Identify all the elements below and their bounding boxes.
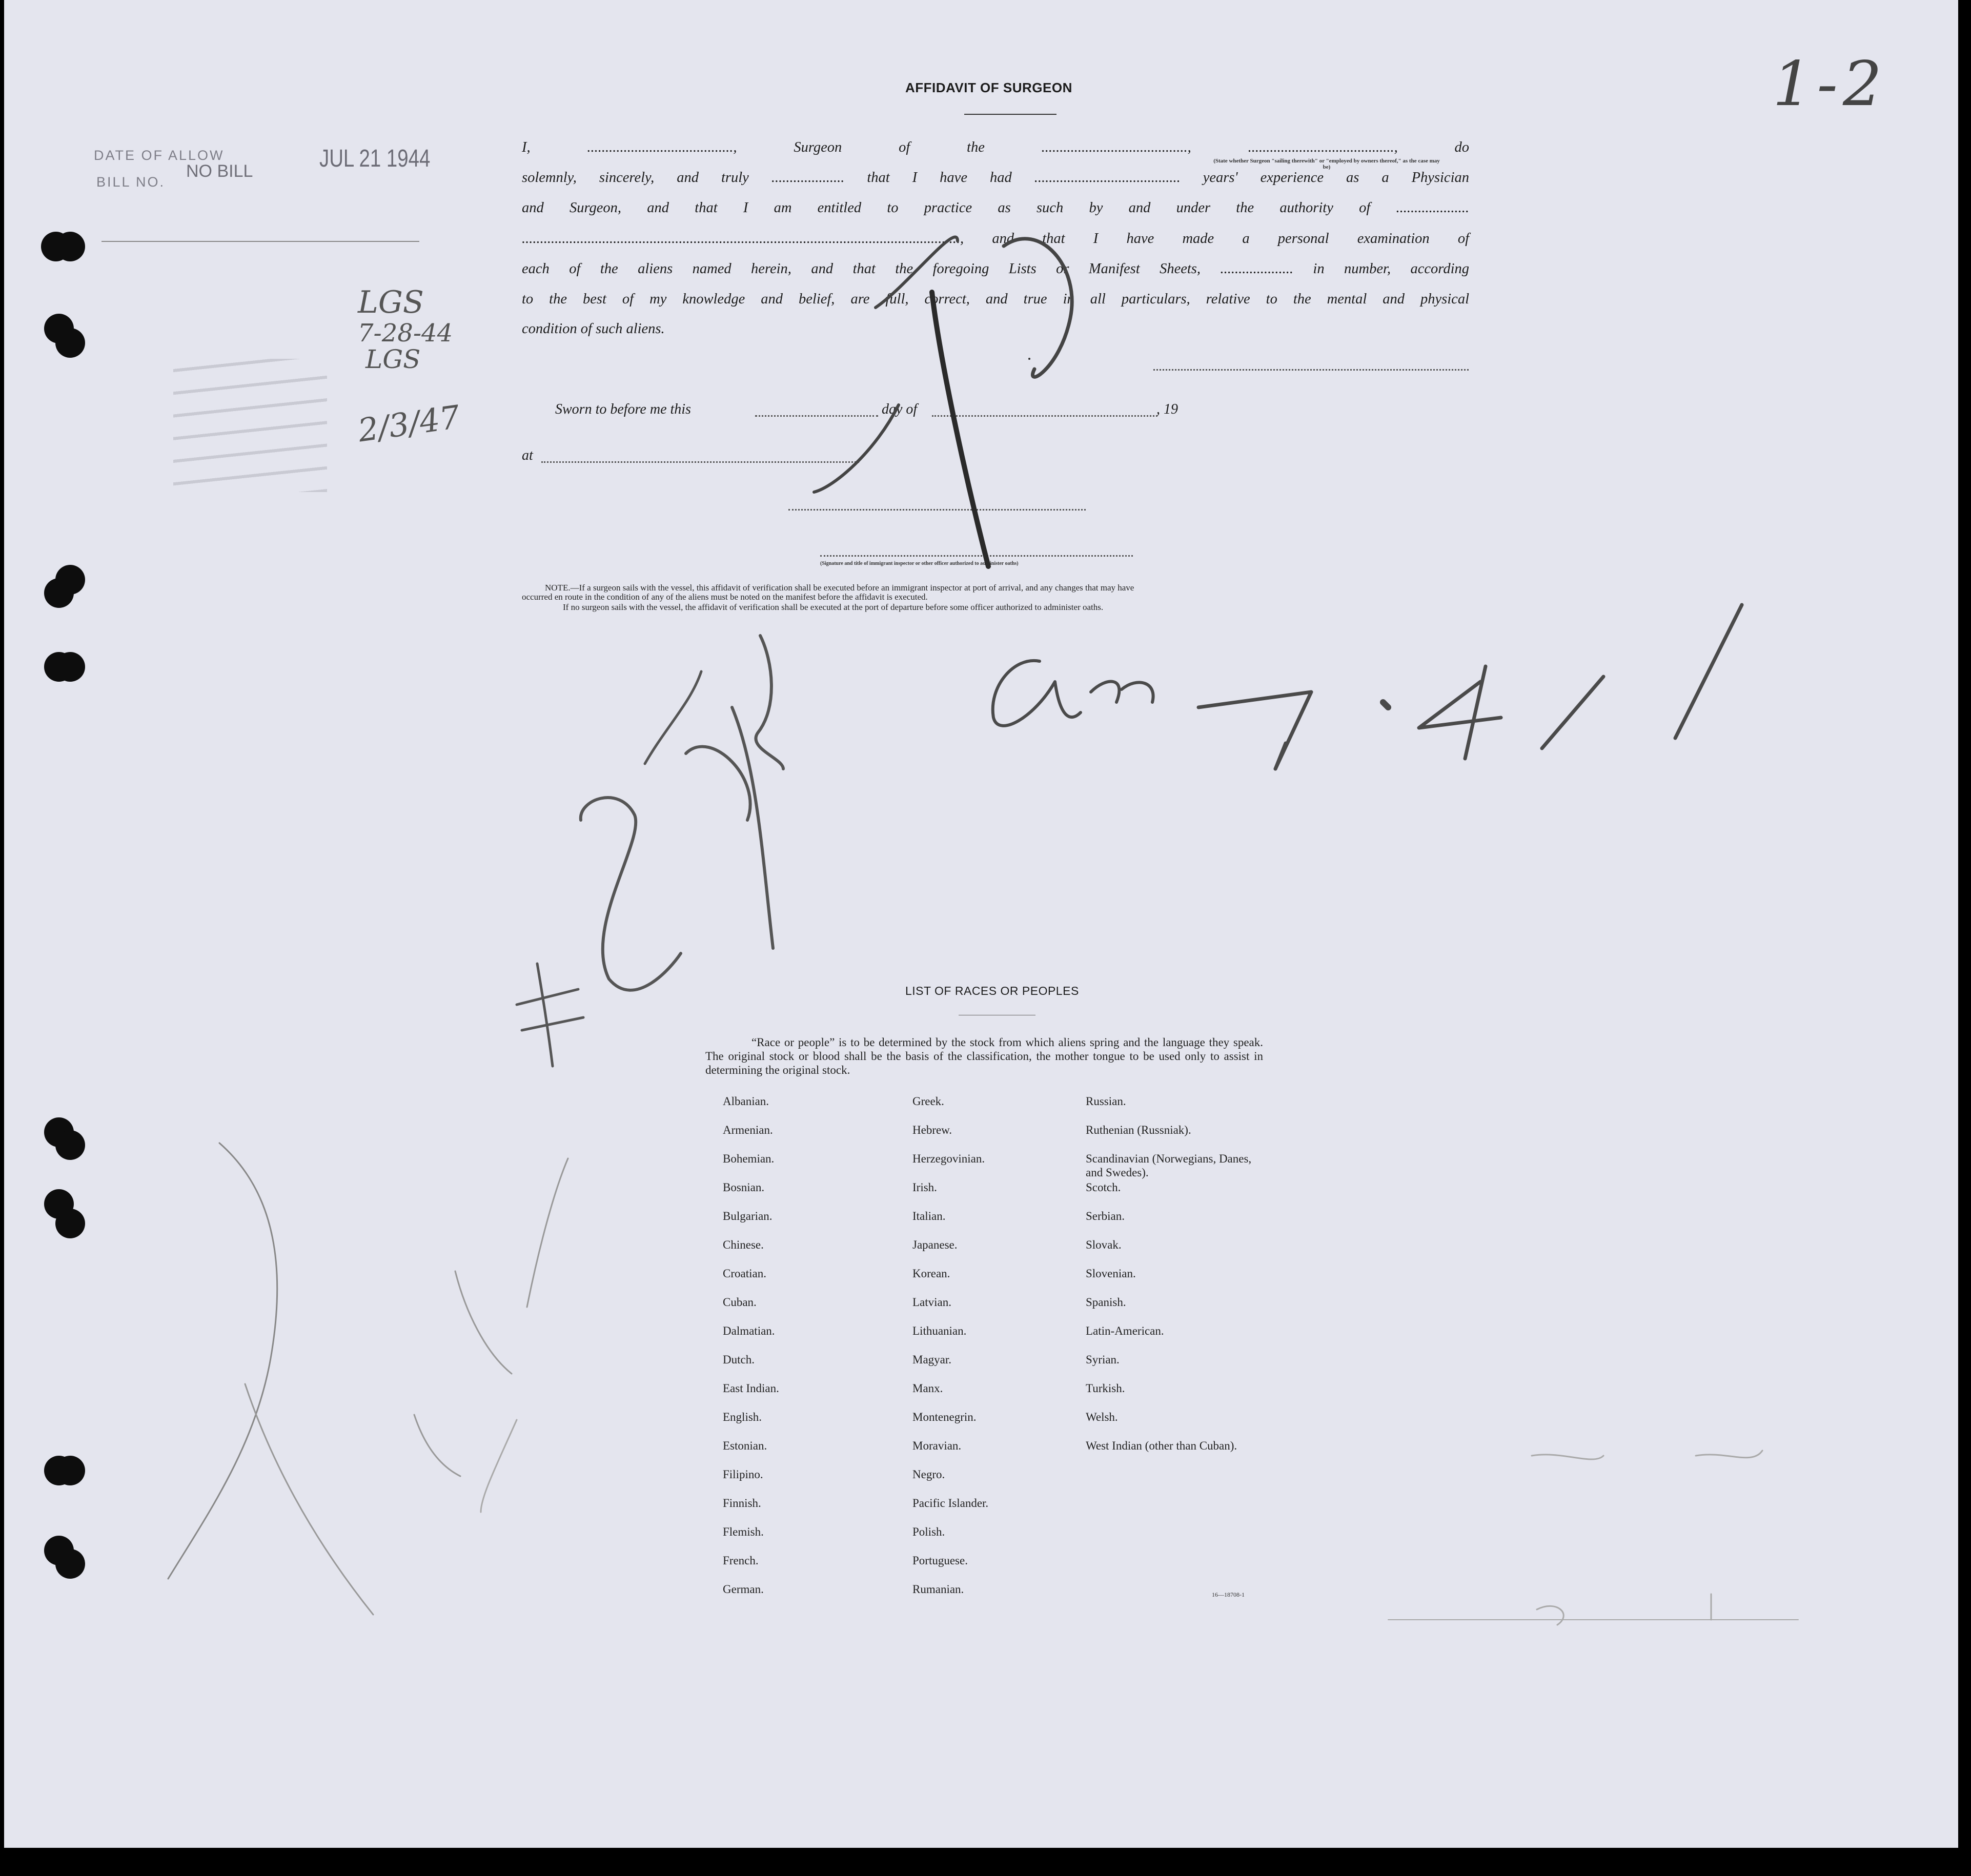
race-item: East Indian. xyxy=(723,1382,779,1395)
handwriting-stroke xyxy=(1537,1594,1711,1625)
day-of-label: day of xyxy=(882,401,918,417)
surgeon-signature-line xyxy=(1153,369,1469,371)
race-item: Polish. xyxy=(912,1525,945,1538)
affidavit-line-7: condition of such aliens. xyxy=(522,321,665,337)
race-item: Slovenian. xyxy=(1086,1267,1136,1280)
affidavit-line-2: solemnly, sincerely, and truly .................... that I have had ........................................ years' experience as a Physician xyxy=(522,170,1469,186)
at-label: at xyxy=(522,447,533,463)
affidavit-line-1: I, ........................................, Surgeon of the ........................................, ........................................, do xyxy=(522,139,1469,155)
handwriting-stroke xyxy=(732,707,773,948)
race-item: Herzegovinian. xyxy=(912,1152,985,1165)
binder-hole xyxy=(55,1209,85,1238)
race-item: Latin-American. xyxy=(1086,1324,1164,1337)
race-item: Dutch. xyxy=(723,1353,755,1366)
handwriting-stroke xyxy=(245,1384,373,1615)
binder-hole xyxy=(55,1130,85,1160)
race-item: Korean. xyxy=(912,1267,950,1280)
race-item: Bosnian. xyxy=(723,1181,765,1194)
race-item: Negro. xyxy=(912,1468,945,1481)
race-item: Syrian. xyxy=(1086,1353,1120,1366)
sworn-month-line xyxy=(932,415,1157,417)
races-intro: “Race or people” is to be determined by the stock from which aliens spring and the language they speak. The original stock or blood shall be the basis of the classification, the mother tongue to be used only to assist in determining the original stock. xyxy=(705,1036,1263,1076)
title-underline xyxy=(964,114,1056,115)
race-item: Serbian. xyxy=(1086,1210,1125,1222)
stamp-date-label: DATE OF ALLOW xyxy=(94,148,225,163)
stamp-rule xyxy=(101,241,419,242)
stamp-faded-block xyxy=(173,359,327,492)
race-item: Latvian. xyxy=(912,1296,951,1309)
page-mark: 1-2 xyxy=(1773,49,1887,120)
stamp-no-bill: NO BILL xyxy=(186,161,253,181)
at-place-line xyxy=(541,461,859,463)
race-item: English. xyxy=(723,1411,762,1423)
race-item: Ruthenian (Russniak). xyxy=(1086,1124,1191,1136)
race-item: Rumanian. xyxy=(912,1583,964,1596)
stamp-date-2: 7-28-44 xyxy=(358,319,453,348)
surgeon-note: (State whether Surgeon "sailing therewith" or "employed by owners thereof," as the case may be) xyxy=(1213,158,1440,170)
note-line-1: NOTE.—If a surgeon sails with the vessel, this affidavit of verification shall be executed before an immigrant inspector at port of arrival, and any changes that may have xyxy=(545,583,1134,593)
races-column-1 xyxy=(723,1094,779,1611)
handwriting-stroke xyxy=(517,989,578,1005)
race-item: Albanian. xyxy=(723,1095,769,1108)
race-item: Bohemian. xyxy=(723,1152,775,1165)
race-item: Hebrew. xyxy=(912,1124,952,1136)
race-item: Magyar. xyxy=(912,1353,952,1366)
race-item: Italian. xyxy=(912,1210,946,1222)
race-item: Flemish. xyxy=(723,1525,764,1538)
handwriting-stroke xyxy=(645,671,701,764)
handwriting-stroke xyxy=(1419,666,1501,759)
binder-hole xyxy=(55,232,85,261)
races-title: LIST OF RACES OR PEOPLES xyxy=(905,984,1079,997)
binder-hole xyxy=(55,1549,85,1579)
handwriting-stroke xyxy=(1532,1451,1762,1459)
race-item: Manx. xyxy=(912,1382,943,1395)
race-item: Turkish. xyxy=(1086,1382,1125,1395)
race-item: Dalmatian. xyxy=(723,1324,775,1337)
handwriting-stroke xyxy=(1275,743,1286,769)
stamp-initials-1: LGS xyxy=(358,284,424,320)
race-item: Armenian. xyxy=(723,1124,773,1136)
signature-caption: (Signature and title of immigrant inspector or other officer authorized to administer oaths) xyxy=(820,561,1019,566)
handwriting-stroke xyxy=(1198,692,1311,769)
handwriting-stroke xyxy=(522,1017,583,1030)
race-item: Estonian. xyxy=(723,1439,767,1452)
affidavit-line-4: ........................................................................................................................, and that I have made a personal examination of xyxy=(522,231,1469,247)
handwriting-stroke xyxy=(414,1415,460,1476)
handwriting-stroke xyxy=(481,1420,517,1512)
race-item: Pacific Islander. xyxy=(912,1497,989,1510)
binder-hole xyxy=(55,328,85,358)
document-page xyxy=(4,0,1958,1848)
race-item: Portuguese. xyxy=(912,1554,968,1567)
stamp-initials-2: LGS xyxy=(365,344,421,374)
race-item: Chinese. xyxy=(723,1238,764,1251)
affidavit-title: AFFIDAVIT OF SURGEON xyxy=(905,80,1072,95)
binder-hole xyxy=(55,1456,85,1485)
officer-line-2 xyxy=(820,555,1133,557)
races-column-2 xyxy=(912,1094,988,1611)
race-item: Welsh. xyxy=(1086,1411,1118,1423)
handwriting-stroke xyxy=(993,661,1081,726)
race-item: Slovak. xyxy=(1086,1238,1122,1251)
race-item: Spanish. xyxy=(1086,1296,1126,1309)
races-column-3 xyxy=(1086,1094,1270,1467)
binder-hole xyxy=(44,578,74,608)
race-item: Montenegrin. xyxy=(912,1411,977,1423)
handwriting-stroke xyxy=(1383,702,1388,707)
handwriting-stroke xyxy=(168,1143,277,1579)
race-item: Scandinavian (Norwegians, Danes, and Swedes). xyxy=(1086,1152,1252,1179)
handwriting-dot xyxy=(1028,358,1030,360)
binder-hole xyxy=(55,652,85,682)
race-item: Irish. xyxy=(912,1181,937,1194)
handwriting-stroke xyxy=(527,1158,568,1307)
note-line-2: occurred en route in the condition of any of the aliens must be noted on the manifest before the affidavit is executed. xyxy=(522,592,928,602)
race-item: Bulgarian. xyxy=(723,1210,773,1222)
race-item: Finnish. xyxy=(723,1497,761,1510)
affidavit-line-6: to the best of my knowledge and belief, are full, correct, and true in all particulars, relative to the mental and physical xyxy=(522,291,1469,307)
stamp-date-3: 2/3/47 xyxy=(355,398,462,450)
handwriting-stroke xyxy=(455,1271,512,1374)
race-item: Lithuanian. xyxy=(912,1324,967,1337)
race-item: Cuban. xyxy=(723,1296,757,1309)
sworn-label: Sworn to before me this xyxy=(555,401,691,417)
handwriting-stroke xyxy=(814,405,899,492)
handwriting-stroke xyxy=(1091,682,1153,702)
race-item: German. xyxy=(723,1583,764,1596)
stamp-date: JUL 21 1944 xyxy=(319,145,431,172)
handwriting-stroke xyxy=(537,964,553,1066)
handwriting-stroke xyxy=(1542,677,1603,748)
race-item: Russian. xyxy=(1086,1095,1126,1108)
race-item: Japanese. xyxy=(912,1238,958,1251)
handwriting-stroke xyxy=(581,798,681,990)
handwriting-stroke xyxy=(686,747,750,820)
handwriting-stroke xyxy=(756,636,783,769)
race-item: Filipino. xyxy=(723,1468,763,1481)
note-line-3: If no surgeon sails with the vessel, the affidavit of verification shall be executed at the port of departure before some officer authorized to administer oaths. xyxy=(563,602,1104,612)
year-prefix: , 19 xyxy=(1156,401,1178,417)
race-item: West Indian (other than Cuban). xyxy=(1086,1439,1237,1452)
affidavit-line-3: and Surgeon, and that I am entitled to practice as such by and under the authority of .................... xyxy=(522,200,1469,216)
race-item: French. xyxy=(723,1554,759,1567)
sworn-day-line xyxy=(755,415,878,417)
affidavit-line-5: each of the aliens named herein, and that the foregoing Lists or Manifest Sheets, .................... in number, according xyxy=(522,261,1469,277)
race-item: Greek. xyxy=(912,1095,944,1108)
race-item: Croatian. xyxy=(723,1267,766,1280)
race-item: Moravian. xyxy=(912,1439,962,1452)
officer-line-1 xyxy=(788,509,1086,511)
race-item: Scotch. xyxy=(1086,1181,1121,1194)
handwriting-stroke xyxy=(1675,605,1742,738)
stamp-bill-label: BILL NO. xyxy=(96,174,166,190)
form-number: 16—18708-1 xyxy=(1212,1591,1245,1598)
